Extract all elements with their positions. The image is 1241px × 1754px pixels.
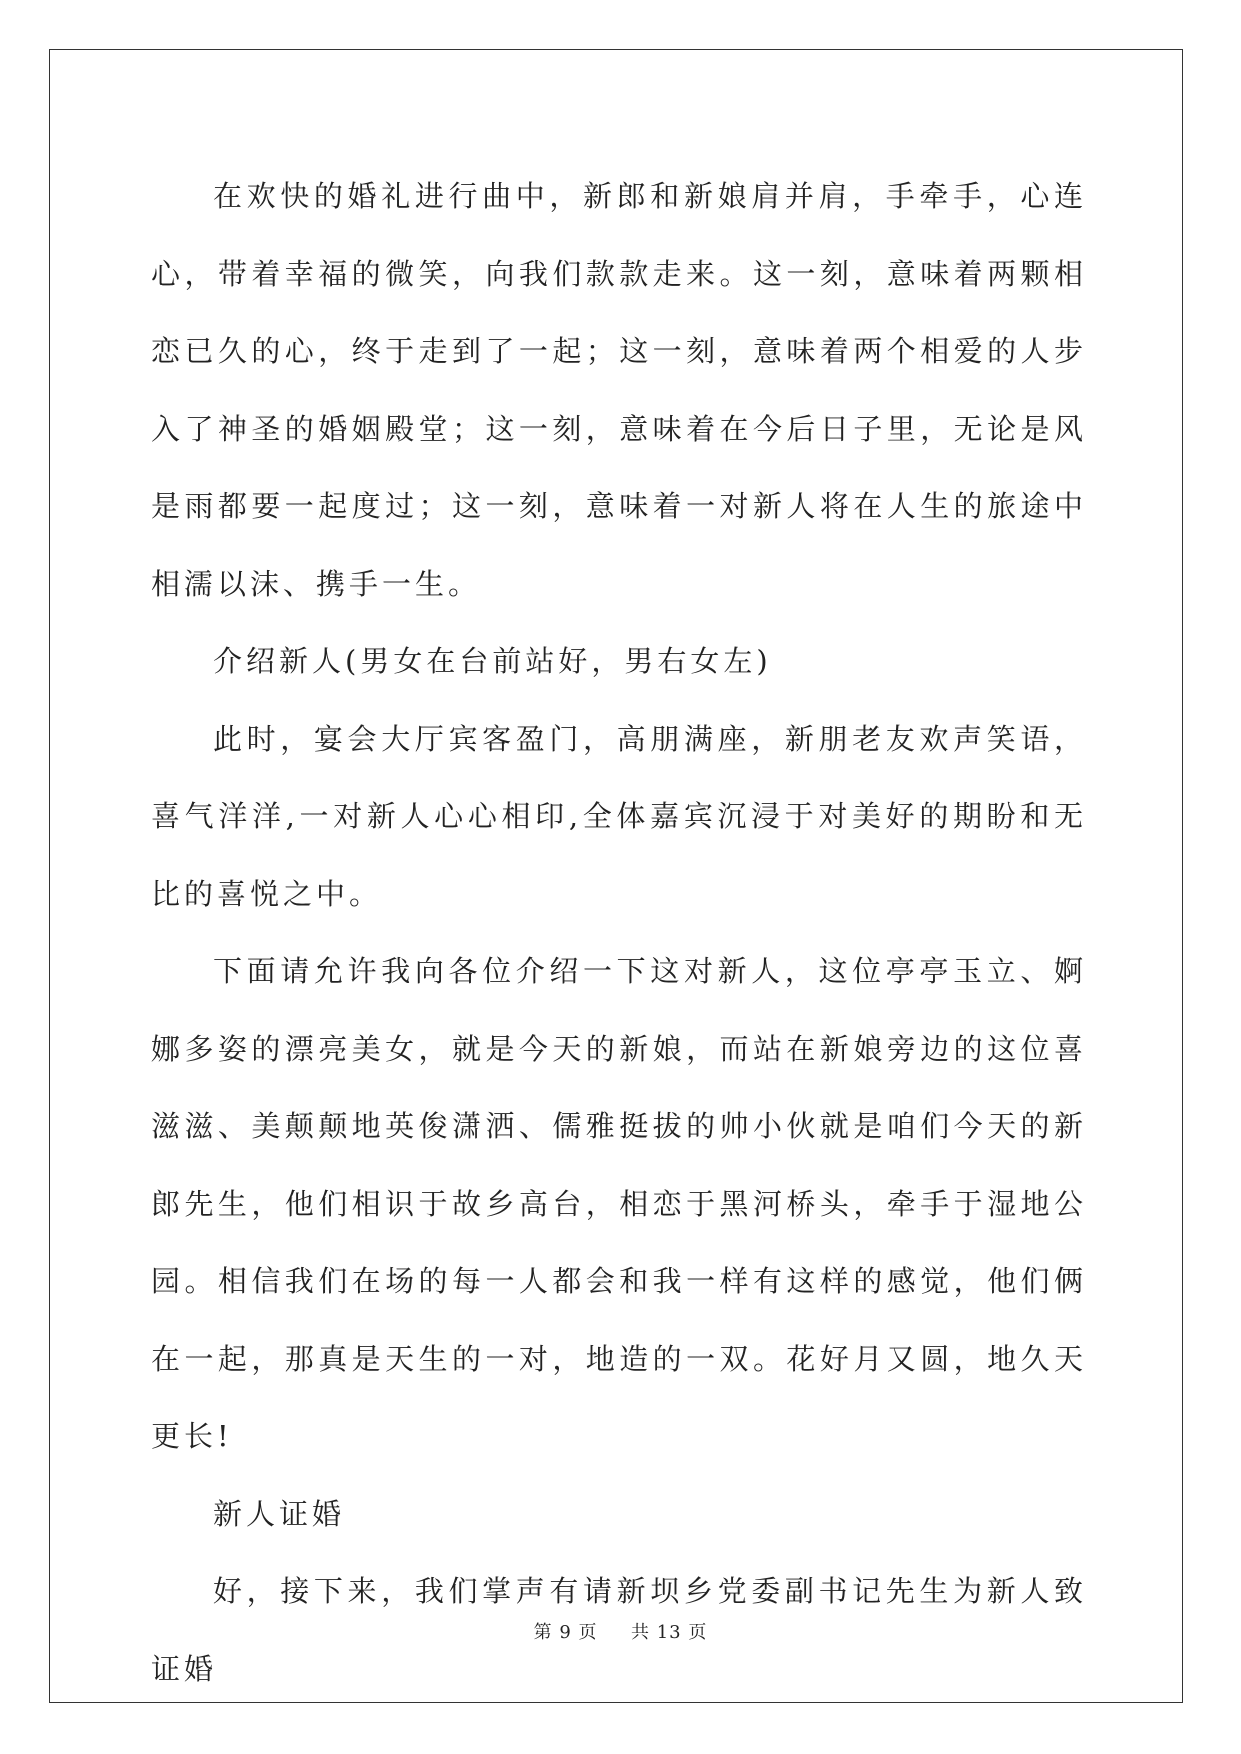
paragraph-witness-heading: 新人证婚 bbox=[213, 1496, 346, 1531]
paragraph-witness-invite: 好，接下来，我们掌声有请新坝乡党委副书记先生为新人致证婚 bbox=[151, 1574, 1087, 1686]
page-number: 第 9 页 bbox=[533, 1622, 598, 1643]
paragraph-banquet-hall: 此时，宴会大厅宾客盈门，高朋满座，新朋老友欢声笑语，喜气洋洋,一对新人心心相印,全体嘉宾沉浸于对美好的期盼和无比的喜悦之中。 bbox=[151, 721, 1087, 911]
page-total: 共 13 页 bbox=[631, 1622, 708, 1643]
paragraph-wedding-march: 在欢快的婚礼进行曲中，新郎和新娘肩并肩，手牵手，心连心，带着幸福的微笑，向我们款款走来。这一刻，意味着两颗相恋已久的心，终于走到了一起；这一刻，意味着两个相爱的人步入了神圣的婚姻殿堂；这一刻，意味着在今后日子里，无论是风是雨都要一起度过；这一刻，意味着一对新人将在人生的旅途中相濡以沫、携手一生。 bbox=[151, 179, 1087, 601]
document-body bbox=[151, 158, 1087, 1708]
paragraph-introduce-couple-heading: 介绍新人(男女在台前站好，男右女左) bbox=[213, 644, 772, 678]
page-footer bbox=[0, 1618, 1241, 1644]
paragraph-introduction: 下面请允许我向各位介绍一下这对新人，这位亭亭玉立、婀娜多姿的漂亮美女，就是今天的新娘，而站在新娘旁边的这位喜滋滋、美颠颠地英俊潇洒、儒雅挺拔的帅小伙就是咱们今天的新郎先生，他们相识于故乡高台，相恋于黑河桥头，牵手于湿地公园。相信我们在场的每一人都会和我一样有这样的感觉，他们俩在一起，那真是天生的一对，地造的一双。花好月又圆，地久天更长! bbox=[151, 954, 1087, 1453]
